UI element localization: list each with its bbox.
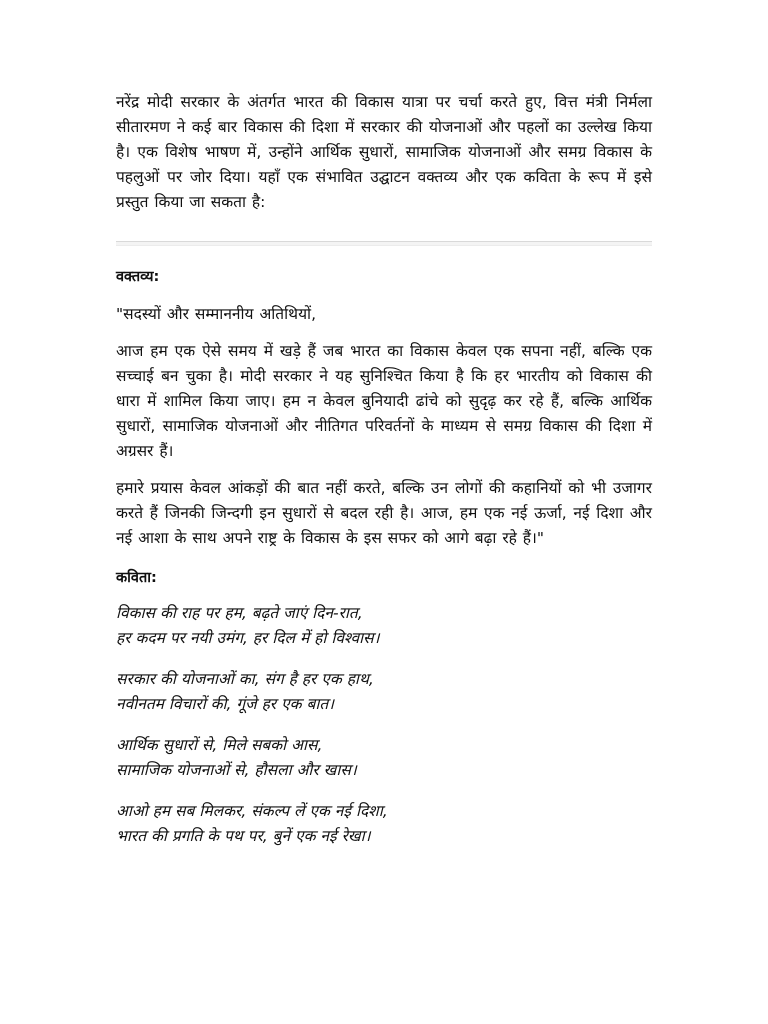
poem-line: आर्थिक सुधारों से, मिले सबको आस, xyxy=(116,736,323,754)
document-page xyxy=(116,90,652,865)
poem-line: नवीनतम विचारों की, गूंजे हर एक बात। xyxy=(116,695,335,713)
poem-stanza xyxy=(116,799,652,849)
poem-stanza xyxy=(116,601,652,651)
horizontal-divider xyxy=(116,241,652,246)
poem-heading: कविता: xyxy=(116,570,157,586)
poem-line: आओ हम सब मिलकर, संकल्प लें एक नई दिशा, xyxy=(116,802,388,820)
poem-line: हर कदम पर नयी उमंग, हर दिल में हो विश्वास। xyxy=(116,629,380,647)
statement-paragraph-2: हमारे प्रयास केवल आंकड़ों की बात नहीं करते, बल्कि उन लोगों की कहानियों को भी उजागर करते हैं जिनकी जिन्दगी इन सुधारों से बदल रही है। आज, हम एक नई ऊर्जा, नई दिशा और नई आशा के साथ अपने राष्ट्र के विकास के इस सफर को आगे बढ़ा रहे हैं।" xyxy=(116,479,652,547)
poem-line: सरकार की योजनाओं का, संग है हर एक हाथ, xyxy=(116,670,374,688)
statement-paragraph-1: आज हम एक ऐसे समय में खड़े हैं जब भारत का विकास केवल एक सपना नहीं, बल्कि एक सच्चाई बन चुका है। मोदी सरकार ने यह सुनिश्चित किया है कि हर भारतीय को विकास की धारा में शामिल किया जाए। हम न केवल बुनियादी ढांचे को सुदृढ़ कर रहे हैं, बल्कि आर्थिक सुधारों, सामाजिक योजनाओं और नीतिगत परिवर्तनों के माध्यम से समग्र विकास की दिशा में अग्रसर हैं। xyxy=(116,342,652,460)
intro-paragraph: नरेंद्र मोदी सरकार के अंतर्गत भारत की विकास यात्रा पर चर्चा करते हुए, वित्त मंत्री निर्मला सीतारमण ने कई बार विकास की दिशा में सरकार की योजनाओं और पहलों का उल्लेख किया है। एक विशेष भाषण में, उन्होंने आर्थिक सुधारों, सामाजिक योजनाओं और समग्र विकास के पहलुओं पर जोर दिया। यहाँ एक संभावित उद्घाटन वक्तव्य और एक कविता के रूप में इसे प्रस्तुत किया जा सकता है: xyxy=(116,93,652,211)
poem-line: भारत की प्रगति के पथ पर, बुनें एक नई रेखा। xyxy=(116,827,371,845)
statement-salutation: "सदस्यों और सम्माननीय अतिथियों, xyxy=(116,305,316,323)
statement-heading: वक्तव्य: xyxy=(116,269,160,285)
poem-stanza xyxy=(116,667,652,717)
poem-line: विकास की राह पर हम, बढ़ते जाएं दिन-रात, xyxy=(116,604,363,622)
poem-line: सामाजिक योजनाओं से, हौसला और खास। xyxy=(116,761,357,779)
poem-stanza xyxy=(116,733,652,783)
